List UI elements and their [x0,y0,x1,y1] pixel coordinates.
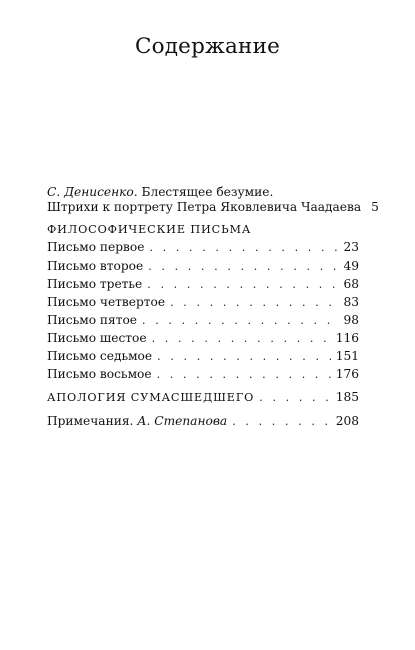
toc-entry-letter-5[interactable] [47,313,359,328]
dot-leader [259,390,330,405]
intro-title-line2: Штрихи к портрету Петра Яковлевича Чаадаева [47,200,362,214]
intro-first-line [47,185,359,200]
section-heading-letters [47,222,359,237]
toc-entry-letter-7[interactable] [47,349,359,364]
intro-title-line1: Блестящее безумие. [141,185,274,199]
dot-leader [157,367,331,382]
page-number: 49 [343,259,359,273]
page-number: 208 [335,414,359,428]
entry-title: Письмо шестое [47,331,147,345]
page-number: 5 [371,200,379,214]
entry-title-group [47,414,227,429]
toc-entry-letter-4[interactable] [47,295,359,310]
dot-leader [148,259,338,274]
entry-title: Письмо второе [47,259,144,273]
page-number: 176 [335,367,359,381]
intro-second-line [47,200,379,215]
page-number: 98 [343,313,359,327]
entry-title: Письмо пятое [47,313,138,327]
entry-title: Письмо третье [47,277,143,291]
entry-title: Примечания. [47,414,134,428]
page-number: 116 [335,331,359,345]
dot-leader [147,277,338,292]
entry-title: Письмо первое [47,240,145,254]
dot-leader [232,414,331,429]
section-title: ФИЛОСОФИЧЕСКИЕ ПИСЬМА [47,223,252,236]
notes-author: А. Степанова [137,414,228,428]
entry-title: Письмо восьмое [47,367,152,381]
entry-title: Письмо седьмое [47,349,153,363]
dot-leader [149,240,338,255]
page-number: 151 [335,349,359,363]
toc-entry-notes[interactable] [47,414,359,429]
page-title: Содержание [134,34,281,59]
page-number: 23 [343,240,359,254]
toc-entry-letter-3[interactable] [47,277,359,292]
toc-entry-letter-1[interactable] [47,240,359,255]
page-number: 185 [335,390,359,404]
page-number: 83 [343,295,359,309]
toc-entry-apology[interactable] [47,390,359,405]
dot-leader [170,295,338,310]
toc-entry-intro[interactable] [47,185,379,215]
toc-entry-letter-6[interactable] [47,331,359,346]
entry-title: АПОЛОГИЯ СУМАСШЕДШЕГО [47,391,255,404]
intro-author: С. Денисенко. [47,185,138,199]
entry-title: Письмо четвертое [47,295,166,309]
page-number: 68 [343,277,359,291]
toc-entry-letter-8[interactable] [47,367,359,382]
toc-entry-letter-2[interactable] [47,259,359,274]
dot-leader [142,313,338,328]
dot-leader [157,349,331,364]
dot-leader [152,331,331,346]
